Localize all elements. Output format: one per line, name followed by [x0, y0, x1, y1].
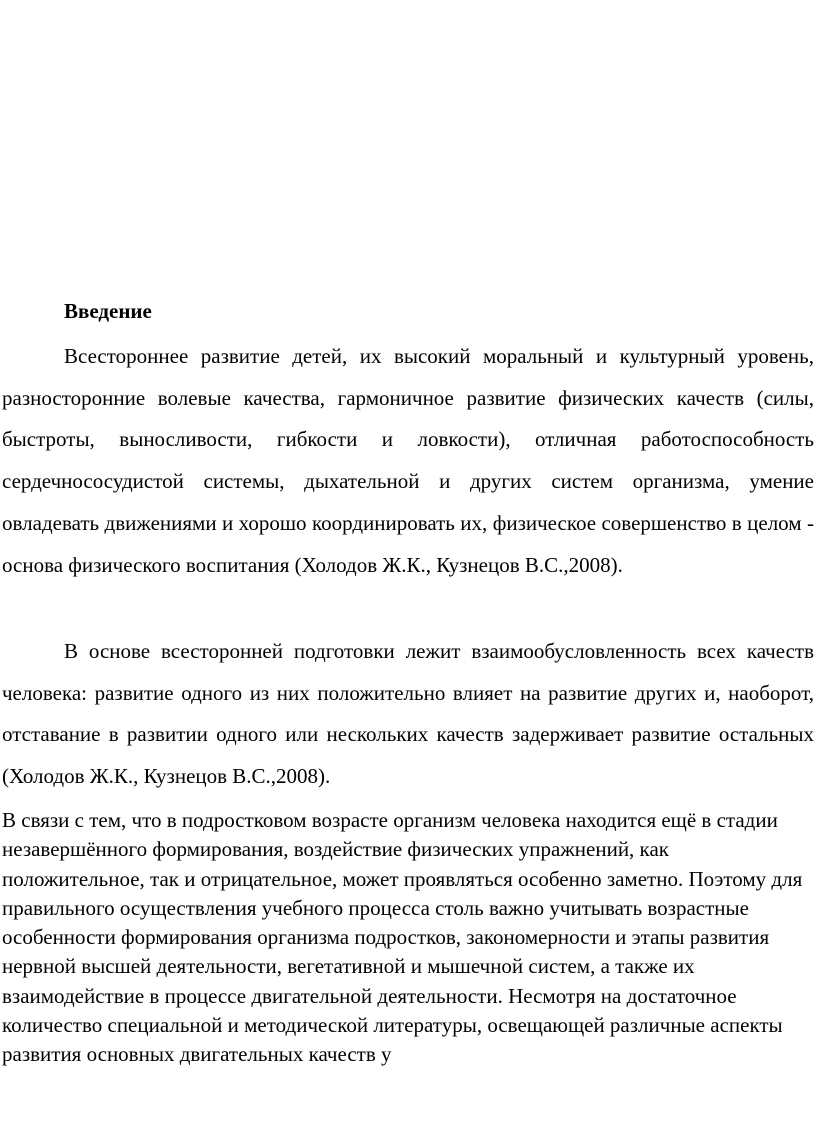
paragraph-comprehensive-training: В основе всесторонней подготовки лежит взаимообусловленность всех качеств человека: развитие одного из них положительно влияет на развитие других и, наоборот, отставание в развитии одного или нескольких качеств задерживает развитие остальных (Холодов Ж.К., Кузнецов В.С.,2008).: [2, 639, 814, 789]
paragraph-adolescent-development: В связи с тем, что в подростковом возрасте организм человека находится ещё в стадии незавершённого формирования, воздействие физических упражнений, как положительное, так и отрицательное, может проявляться особенно заметно. Поэтому для правильного осуществления учебного процесса столь важно учитывать возрастные особенности формирования организма подростков, закономерности и этапы развития нервной высшей деятельности, вегетативной и мышечной систем, а также их взаимодействие в процессе двигательной деятельности. Несмотря на достаточное количество специальной и методической литературы, освещающей различные аспекты развития основных двигательных качеств у: [2, 808, 803, 1067]
section-heading: Введение: [64, 299, 152, 323]
paragraph-introduction: Всестороннее развитие детей, их высокий моральный и культурный уровень, разносторонние волевые качества, гармоничное развитие физических качеств (силы, быстроты, выносливости, гибкости и ловкости), отличная работоспособность сердечнососудистой системы, дыхательной и других систем организма, умение овладевать движениями и хорошо координировать их, физическое совершенство в целом - основа физического воспитания (Холодов Ж.К., Кузнецов В.С.,2008).: [2, 344, 814, 577]
